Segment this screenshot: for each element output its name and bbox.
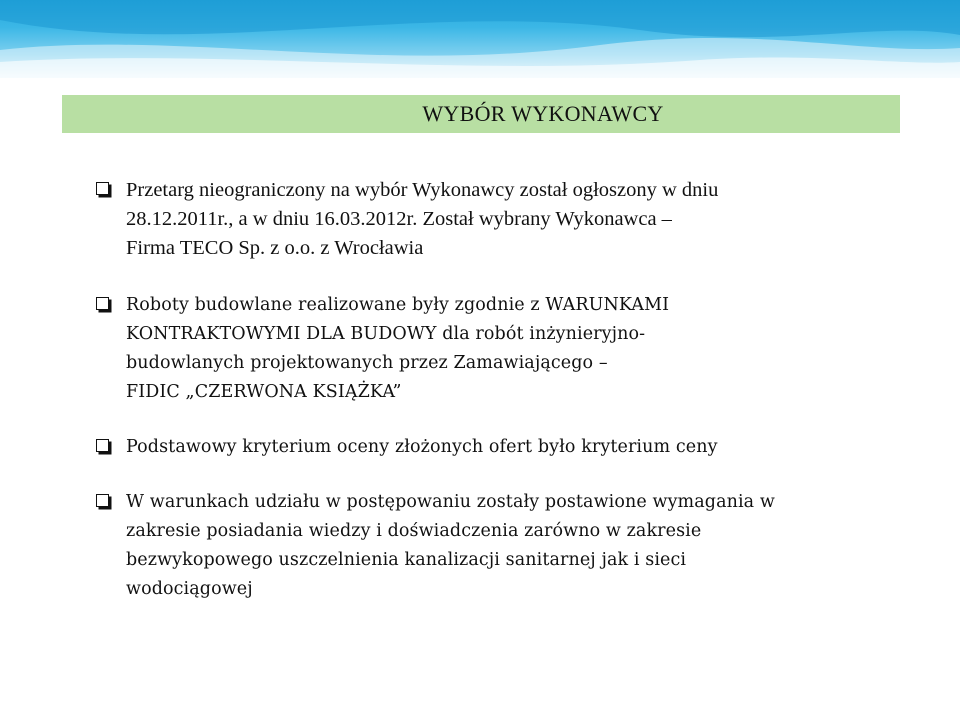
bullet-item-criterion xyxy=(96,433,896,462)
bullet-text: Podstawowy kryterium oceny złożonych ofert było kryterium ceny xyxy=(126,437,718,457)
bullet-text: Przetarg nieograniczony na wybór Wykonawcy został ogłoszony w dniu 28.12.2011r., a w dniu 16.03.2012r. Został wybrany Wykonawca – Firma TECO Sp. z o.o. z Wrocławia xyxy=(126,179,719,259)
title-bar xyxy=(62,95,900,133)
checkbox-square-icon xyxy=(96,494,109,507)
bullet-text: W warunkach udziału w postępowaniu zostały postawione wymagania w zakresie posiadania wiedzy i doświadczenia zarówno w zakresie bezwykopowego uszczelnienia kanalizacji sanitarnej jak i sieci wodociągowej xyxy=(126,492,775,599)
banner-wave-decoration xyxy=(0,0,960,78)
checkbox-square-icon xyxy=(96,182,109,195)
bullet-item-works xyxy=(96,291,896,407)
checkbox-square-icon xyxy=(96,439,109,452)
bullet-text: Roboty budowlane realizowane były zgodnie z WARUNKAMI KONTRAKTOWYMI DLA BUDOWY dla robót inżynieryjno- budowlanych projektowanych przez Zamawiającego – FIDIC „CZERWONA KSIĄŻKA” xyxy=(126,295,670,402)
bullet-item-tender xyxy=(96,176,896,263)
slide-title: WYBÓR WYKONAWCY xyxy=(422,101,664,126)
top-banner xyxy=(0,0,960,78)
bullet-list xyxy=(96,176,896,604)
checkbox-square-icon xyxy=(96,297,109,310)
bullet-item-requirements xyxy=(96,488,896,604)
